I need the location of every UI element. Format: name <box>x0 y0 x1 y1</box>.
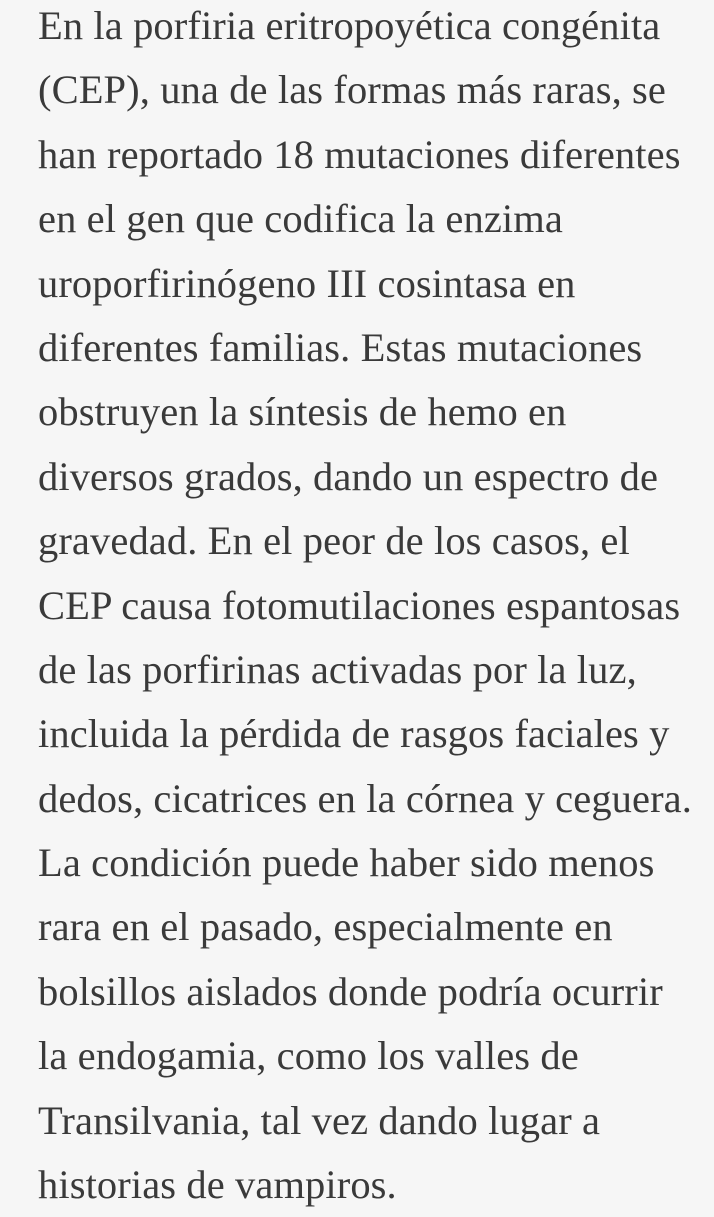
paragraph-line: han reportado 18 mutaciones diferentes <box>38 131 681 177</box>
paragraph-line: Transilvania, tal vez dando lugar a <box>38 1097 601 1143</box>
paragraph-line: historias de vampiros. <box>38 1162 397 1208</box>
paragraph-line: CEP causa fotomutilaciones espantosas <box>38 582 681 628</box>
paragraph-line: la endogamia, como los valles de <box>38 1033 579 1079</box>
paragraph-line: (CEP), una de las formas más raras, se <box>38 67 666 113</box>
paragraph-line: diferentes familias. Estas mutaciones <box>38 324 643 370</box>
paragraph-line: La condición puede haber sido menos <box>38 840 655 886</box>
paragraph-line: rara en el pasado, especialmente en <box>38 904 613 950</box>
paragraph-line: obstruyen la síntesis de hemo en <box>38 389 567 435</box>
paragraph-line: en el gen que codifica la enzima <box>38 196 563 242</box>
paragraph-line: En la porfiria eritropoyética congénita <box>38 3 661 48</box>
paragraph-line: uroporfirinógeno III cosintasa en <box>38 260 576 306</box>
paragraph-line: de las porfirinas activadas por la luz, <box>38 646 637 692</box>
paragraph-line: bolsillos aislados donde podría ocurrir <box>38 968 663 1014</box>
article-paragraph <box>38 0 714 1217</box>
paragraph-line: gravedad. En el peor de los casos, el <box>38 518 630 564</box>
paragraph-line: dedos, cicatrices en la córnea y ceguera. <box>38 775 692 821</box>
paragraph-line: incluida la pérdida de rasgos faciales y <box>38 711 670 757</box>
paragraph-line: diversos grados, dando un espectro de <box>38 453 659 499</box>
